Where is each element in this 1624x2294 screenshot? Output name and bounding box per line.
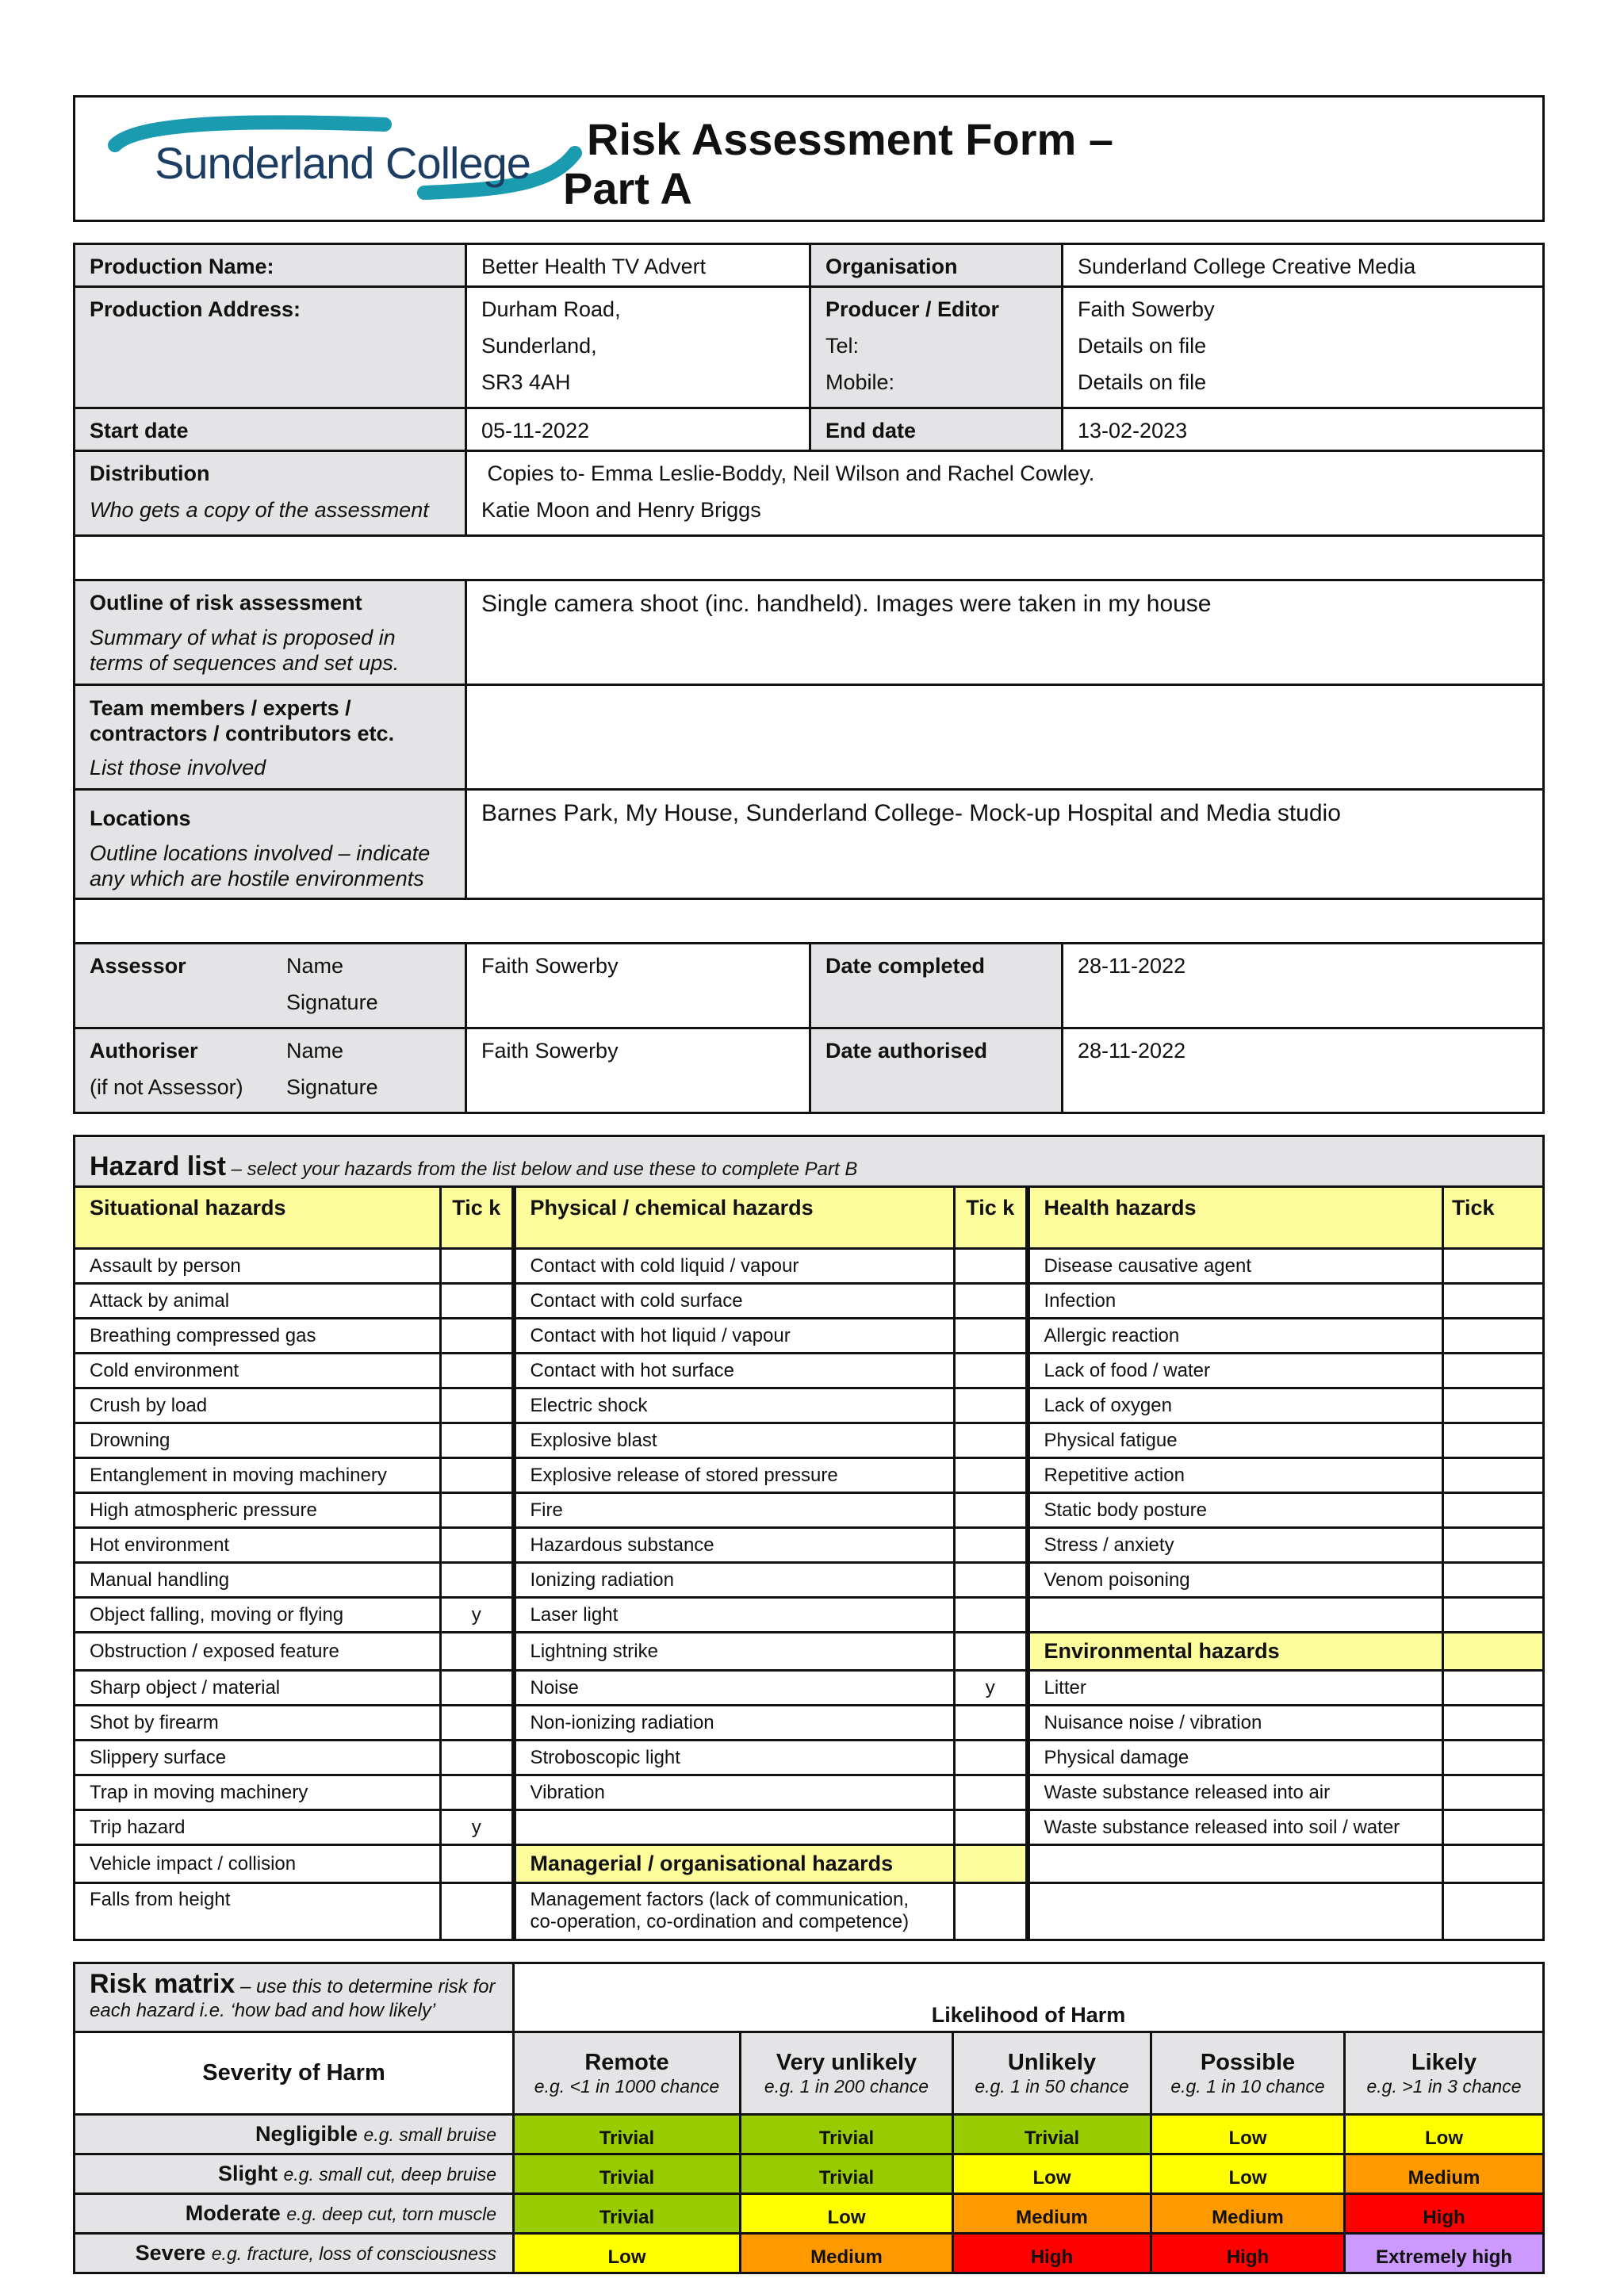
risk-level-cell: Trivial: [741, 2154, 953, 2194]
severity-row: [75, 2234, 1544, 2273]
hazard-item: Explosive blast: [514, 1423, 955, 1458]
hazard-row: [75, 1563, 1544, 1598]
hazard-item: Manual handling: [75, 1563, 441, 1598]
hazard-item: Waste substance released into soil / water: [1028, 1810, 1443, 1845]
hazard-tick-cell[interactable]: [1443, 1354, 1544, 1388]
severity-name: Severe: [135, 2241, 206, 2265]
risk-level-cell: Low: [741, 2194, 953, 2234]
hazard-tick-cell[interactable]: [1443, 1598, 1544, 1633]
hazard-item: Trap in moving machinery: [75, 1775, 441, 1810]
hazard-item: Contact with hot liquid / vapour: [514, 1319, 955, 1354]
production-address-value[interactable]: Durham Road, Sunderland, SR3 4AH: [466, 287, 810, 408]
hazard-tick-cell[interactable]: [1443, 1458, 1544, 1493]
form-title: Risk Assessment Form – Part A: [563, 114, 1113, 213]
hazard-tick-cell[interactable]: [955, 1528, 1028, 1563]
team-value[interactable]: [466, 685, 1544, 790]
hazard-tick-cell[interactable]: [955, 1423, 1028, 1458]
risk-level-cell: High: [1151, 2234, 1345, 2273]
start-date-value[interactable]: 05-11-2022: [466, 408, 810, 451]
hazard-item: Drowning: [75, 1423, 441, 1458]
severity-row: [75, 2194, 1544, 2234]
producer-values[interactable]: Faith Sowerby Details on file Details on file: [1063, 287, 1544, 408]
organisation-label: Organisation: [810, 244, 1063, 287]
hazard-row: [75, 1671, 1544, 1706]
hazard-item: Entanglement in moving machinery: [75, 1458, 441, 1493]
likelihood-name: Likely: [1411, 2049, 1477, 2075]
hazard-item: Hazardous substance: [514, 1528, 955, 1563]
likelihood-column-header: [1151, 2032, 1345, 2115]
hazard-item: Fire: [514, 1493, 955, 1528]
hazard-tick-cell[interactable]: [1443, 1741, 1544, 1775]
hazard-tick-cell[interactable]: [441, 1319, 514, 1354]
hazard-item: Assault by person: [75, 1249, 441, 1284]
hazard-item: Falls from height: [75, 1883, 441, 1940]
severity-label: [75, 2194, 514, 2234]
hazard-row: [75, 1493, 1544, 1528]
hazard-item: Venom poisoning: [1028, 1563, 1443, 1598]
risk-level-cell: Trivial: [514, 2154, 741, 2194]
managerial-tick-header: [955, 1845, 1028, 1883]
risk-level-cell: Medium: [1151, 2194, 1345, 2234]
hazard-item: Breathing compressed gas: [75, 1319, 441, 1354]
severity-row: [75, 2115, 1544, 2154]
hazard-item: Laser light: [514, 1598, 955, 1633]
hazard-item: Stress / anxiety: [1028, 1528, 1443, 1563]
hazard-tick-cell[interactable]: [955, 1741, 1028, 1775]
risk-assessment-form: [73, 95, 1545, 2274]
start-date-label: Start date: [75, 408, 466, 451]
likelihood-column-header: [953, 2032, 1151, 2115]
production-name-label: Production Name:: [75, 244, 466, 287]
hazard-row: [75, 1598, 1544, 1633]
locations-label: Locations Outline locations involved – indicate any which are hostile environments: [75, 790, 466, 899]
hazard-list-table: [73, 1135, 1545, 1941]
hazard-tick-cell[interactable]: [955, 1563, 1028, 1598]
hazard-item: Lightning strike: [514, 1633, 955, 1671]
hazard-tick-cell[interactable]: [441, 1388, 514, 1423]
hazard-tick-cell[interactable]: [1443, 1319, 1544, 1354]
environmental-tick-header: [1443, 1633, 1544, 1671]
situational-tick-header: Tic k: [441, 1187, 514, 1249]
hazard-item: Slippery surface: [75, 1741, 441, 1775]
risk-matrix-table: [73, 1962, 1545, 2274]
hazard-tick-cell[interactable]: [955, 1319, 1028, 1354]
hazard-tick-cell[interactable]: [1443, 1284, 1544, 1319]
likelihood-name: Possible: [1200, 2049, 1296, 2075]
hazard-item: Vibration: [514, 1775, 955, 1810]
assessor-name-value[interactable]: Faith Sowerby: [466, 944, 810, 1028]
hazard-item: Shot by firearm: [75, 1706, 441, 1741]
hazard-item: Litter: [1028, 1671, 1443, 1706]
severity-name: Moderate: [185, 2201, 281, 2225]
date-authorised-value[interactable]: 28-11-2022: [1063, 1028, 1544, 1113]
authoriser-name-value[interactable]: Faith Sowerby: [466, 1028, 810, 1113]
assessor-label: Assessor Name Signature: [75, 944, 466, 1028]
risk-level-cell: Trivial: [741, 2115, 953, 2154]
hazard-tick-cell[interactable]: [955, 1493, 1028, 1528]
hazard-tick-cell[interactable]: [1443, 1388, 1544, 1423]
hazard-item: Sharp object / material: [75, 1671, 441, 1706]
risk-matrix-title: Risk matrix – use this to determine risk for each hazard i.e. ‘how bad and how likely’: [75, 1963, 514, 2032]
hazard-item: [1028, 1883, 1443, 1940]
hazard-tick-cell[interactable]: [955, 1883, 1028, 1940]
risk-level-cell: Medium: [741, 2234, 953, 2273]
hazard-tick-cell[interactable]: [955, 1633, 1028, 1671]
risk-level-cell: Trivial: [514, 2194, 741, 2234]
hazard-item: Hot environment: [75, 1528, 441, 1563]
hazard-item: Object falling, moving or flying: [75, 1598, 441, 1633]
environmental-hazards-header: Environmental hazards: [1028, 1633, 1443, 1671]
risk-level-cell: Low: [1151, 2154, 1345, 2194]
producer-labels: Producer / Editor Tel: Mobile:: [810, 287, 1063, 408]
hazard-row: [75, 1284, 1544, 1319]
hazard-item: Vehicle impact / collision: [75, 1845, 441, 1883]
severity-name: Slight: [218, 2162, 278, 2185]
hazard-item: Electric shock: [514, 1388, 955, 1423]
production-address-label: Production Address:: [75, 287, 466, 408]
hazard-row: [75, 1775, 1544, 1810]
hazard-tick-cell[interactable]: [441, 1423, 514, 1458]
likelihood-example: e.g. 1 in 10 chance: [1170, 2075, 1325, 2097]
form-header: [73, 95, 1545, 222]
hazard-item: Stroboscopic light: [514, 1741, 955, 1775]
hazard-tick-cell[interactable]: [441, 1249, 514, 1284]
date-completed-value[interactable]: 28-11-2022: [1063, 944, 1544, 1028]
risk-level-cell: Extremely high: [1345, 2234, 1544, 2273]
production-info-table: [73, 243, 1545, 1114]
hazard-item: Crush by load: [75, 1388, 441, 1423]
severity-label: [75, 2234, 514, 2273]
hazard-item: Contact with hot surface: [514, 1354, 955, 1388]
hazard-item: Physical fatigue: [1028, 1423, 1443, 1458]
risk-level-cell: Trivial: [514, 2115, 741, 2154]
hazard-row: [75, 1319, 1544, 1354]
spacer-row: [75, 536, 1544, 580]
risk-level-cell: Medium: [1345, 2154, 1544, 2194]
situational-hazards-header: Situational hazards: [75, 1187, 441, 1249]
likelihood-name: Unlikely: [1007, 2049, 1097, 2075]
hazard-tick-cell[interactable]: [955, 1810, 1028, 1845]
hazard-tick-cell[interactable]: [955, 1458, 1028, 1493]
hazard-tick-cell[interactable]: [1443, 1883, 1544, 1940]
hazard-row: [75, 1741, 1544, 1775]
hazard-row: [75, 1458, 1544, 1493]
hazard-item: Ionizing radiation: [514, 1563, 955, 1598]
locations-value[interactable]: Barnes Park, My House, Sunderland College- Mock-up Hospital and Media studio: [466, 790, 1544, 899]
hazard-tick-cell[interactable]: [955, 1249, 1028, 1284]
production-name-value[interactable]: Better Health TV Advert: [466, 244, 810, 287]
hazard-item: High atmospheric pressure: [75, 1493, 441, 1528]
physical-tick-header: Tic k: [955, 1187, 1028, 1249]
hazard-tick-cell[interactable]: [1443, 1810, 1544, 1845]
hazard-tick-cell[interactable]: [441, 1671, 514, 1706]
hazard-item: Explosive release of stored pressure: [514, 1458, 955, 1493]
severity-label: [75, 2115, 514, 2154]
hazard-tick-cell[interactable]: [955, 1706, 1028, 1741]
hazard-tick-cell[interactable]: [1443, 1706, 1544, 1741]
physical-hazards-header: Physical / chemical hazards: [514, 1187, 955, 1249]
hazard-tick-cell[interactable]: [955, 1775, 1028, 1810]
hazard-tick-cell[interactable]: [441, 1563, 514, 1598]
hazard-tick-cell[interactable]: [1443, 1493, 1544, 1528]
hazard-tick-cell[interactable]: [1443, 1423, 1544, 1458]
date-completed-label: Date completed: [810, 944, 1063, 1028]
risk-level-cell: Trivial: [953, 2115, 1151, 2154]
likelihood-example: e.g. >1 in 3 chance: [1366, 2075, 1522, 2097]
organisation-value[interactable]: Sunderland College Creative Media: [1063, 244, 1544, 287]
hazard-tick-cell[interactable]: [955, 1284, 1028, 1319]
risk-level-cell: Medium: [953, 2194, 1151, 2234]
hazard-item: Obstruction / exposed feature: [75, 1633, 441, 1671]
hazard-row: [75, 1423, 1544, 1458]
hazard-row: [75, 1249, 1544, 1284]
hazard-item: Repetitive action: [1028, 1458, 1443, 1493]
hazard-tick-cell[interactable]: [441, 1493, 514, 1528]
hazard-row: [75, 1388, 1544, 1423]
likelihood-column-header: [741, 2032, 953, 2115]
hazard-item: Contact with cold surface: [514, 1284, 955, 1319]
hazard-tick-cell[interactable]: [441, 1883, 514, 1940]
hazard-item: Static body posture: [1028, 1493, 1443, 1528]
hazard-item: Management factors (lack of communication, co-operation, co-ordination and competence): [514, 1883, 955, 1940]
hazard-item: Attack by animal: [75, 1284, 441, 1319]
hazard-tick-cell[interactable]: [441, 1741, 514, 1775]
severity-example: e.g. fracture, loss of consciousness: [211, 2243, 496, 2264]
severity-example: e.g. deep cut, torn muscle: [286, 2204, 496, 2224]
hazard-tick-cell[interactable]: [1443, 1845, 1544, 1883]
risk-level-cell: Low: [514, 2234, 741, 2273]
hazard-tick-cell[interactable]: [441, 1458, 514, 1493]
severity-header: Severity of Harm: [75, 2032, 514, 2115]
hazard-item: Infection: [1028, 1284, 1443, 1319]
hazard-tick-cell[interactable]: [441, 1354, 514, 1388]
severity-example: e.g. small cut, deep bruise: [283, 2164, 496, 2185]
hazard-tick-cell[interactable]: y: [441, 1810, 514, 1845]
hazard-item: Lack of food / water: [1028, 1354, 1443, 1388]
hazard-tick-cell[interactable]: [1443, 1563, 1544, 1598]
end-date-value[interactable]: 13-02-2023: [1063, 408, 1544, 451]
hazard-tick-cell[interactable]: y: [955, 1671, 1028, 1706]
hazard-tick-cell[interactable]: [1443, 1528, 1544, 1563]
hazard-item: Nuisance noise / vibration: [1028, 1706, 1443, 1741]
likelihood-example: e.g. <1 in 1000 chance: [534, 2075, 720, 2097]
hazard-tick-cell[interactable]: [1443, 1775, 1544, 1810]
hazard-item: Lack of oxygen: [1028, 1388, 1443, 1423]
risk-level-cell: Low: [953, 2154, 1151, 2194]
risk-level-cell: High: [953, 2234, 1151, 2273]
hazard-item: Disease causative agent: [1028, 1249, 1443, 1284]
spacer-row: [75, 899, 1544, 944]
hazard-tick-cell[interactable]: [441, 1633, 514, 1671]
end-date-label: End date: [810, 408, 1063, 451]
risk-level-cell: Low: [1151, 2115, 1345, 2154]
hazard-list-title: Hazard list – select your hazards from the list below and use these to complete Part B: [75, 1136, 1544, 1187]
authoriser-label: Authoriser (if not Assessor) Name Signature: [75, 1028, 466, 1113]
hazard-tick-cell[interactable]: [1443, 1671, 1544, 1706]
hazard-item: [1028, 1598, 1443, 1633]
hazard-item: Contact with cold liquid / vapour: [514, 1249, 955, 1284]
health-hazards-header: Health hazards: [1028, 1187, 1443, 1249]
hazard-item: Trip hazard: [75, 1810, 441, 1845]
likelihood-name: Remote: [584, 2049, 669, 2075]
distribution-value[interactable]: Copies to- Emma Leslie-Boddy, Neil Wilson and Rachel Cowley. Katie Moon and Henry Briggs: [466, 451, 1544, 536]
hazard-tick-cell[interactable]: [441, 1775, 514, 1810]
hazard-tick-cell[interactable]: [441, 1706, 514, 1741]
distribution-label: Distribution Who gets a copy of the assessment: [75, 451, 466, 536]
outline-value[interactable]: Single camera shoot (inc. handheld). Images were taken in my house: [466, 580, 1544, 685]
health-tick-header: Tick: [1443, 1187, 1544, 1249]
severity-label: [75, 2154, 514, 2194]
hazard-row: [75, 1810, 1544, 1845]
outline-label: Outline of risk assessment Summary of what is proposed in terms of sequences and set ups.: [75, 580, 466, 685]
hazard-tick-cell[interactable]: [955, 1598, 1028, 1633]
managerial-hazards-header: Managerial / organisational hazards: [514, 1845, 955, 1883]
team-label: Team members / experts / contractors / contributors etc. List those involved: [75, 685, 466, 790]
likelihood-example: e.g. 1 in 50 chance: [975, 2075, 1129, 2097]
likelihood-example: e.g. 1 in 200 chance: [764, 2075, 929, 2097]
date-authorised-label: Date authorised: [810, 1028, 1063, 1113]
likelihood-column-header: [514, 2032, 741, 2115]
likelihood-column-header: [1345, 2032, 1544, 2115]
hazard-item: Physical damage: [1028, 1741, 1443, 1775]
likelihood-header: Likelihood of Harm: [514, 1963, 1544, 2032]
risk-level-cell: High: [1345, 2194, 1544, 2234]
severity-row: [75, 2154, 1544, 2194]
hazard-tick-cell[interactable]: [955, 1388, 1028, 1423]
hazard-tick-cell[interactable]: [1443, 1249, 1544, 1284]
hazard-item: Waste substance released into air: [1028, 1775, 1443, 1810]
hazard-tick-cell[interactable]: y: [441, 1598, 514, 1633]
college-logo: [91, 113, 622, 209]
hazard-item: [1028, 1845, 1443, 1883]
logo-text: Sunderland College: [155, 138, 530, 188]
hazard-tick-cell[interactable]: [441, 1845, 514, 1883]
likelihood-name: Very unlikely: [776, 2049, 917, 2075]
hazard-row: [75, 1354, 1544, 1388]
hazard-item: Allergic reaction: [1028, 1319, 1443, 1354]
hazard-row: [75, 1706, 1544, 1741]
risk-level-cell: Low: [1345, 2115, 1544, 2154]
hazard-item: Noise: [514, 1671, 955, 1706]
severity-name: Negligible: [255, 2122, 358, 2146]
hazard-tick-cell[interactable]: [955, 1354, 1028, 1388]
hazard-item: [514, 1810, 955, 1845]
hazard-row: [75, 1528, 1544, 1563]
hazard-item: Non-ionizing radiation: [514, 1706, 955, 1741]
hazard-item: Cold environment: [75, 1354, 441, 1388]
hazard-tick-cell[interactable]: [441, 1528, 514, 1563]
hazard-tick-cell[interactable]: [441, 1284, 514, 1319]
severity-example: e.g. small bruise: [363, 2124, 496, 2145]
